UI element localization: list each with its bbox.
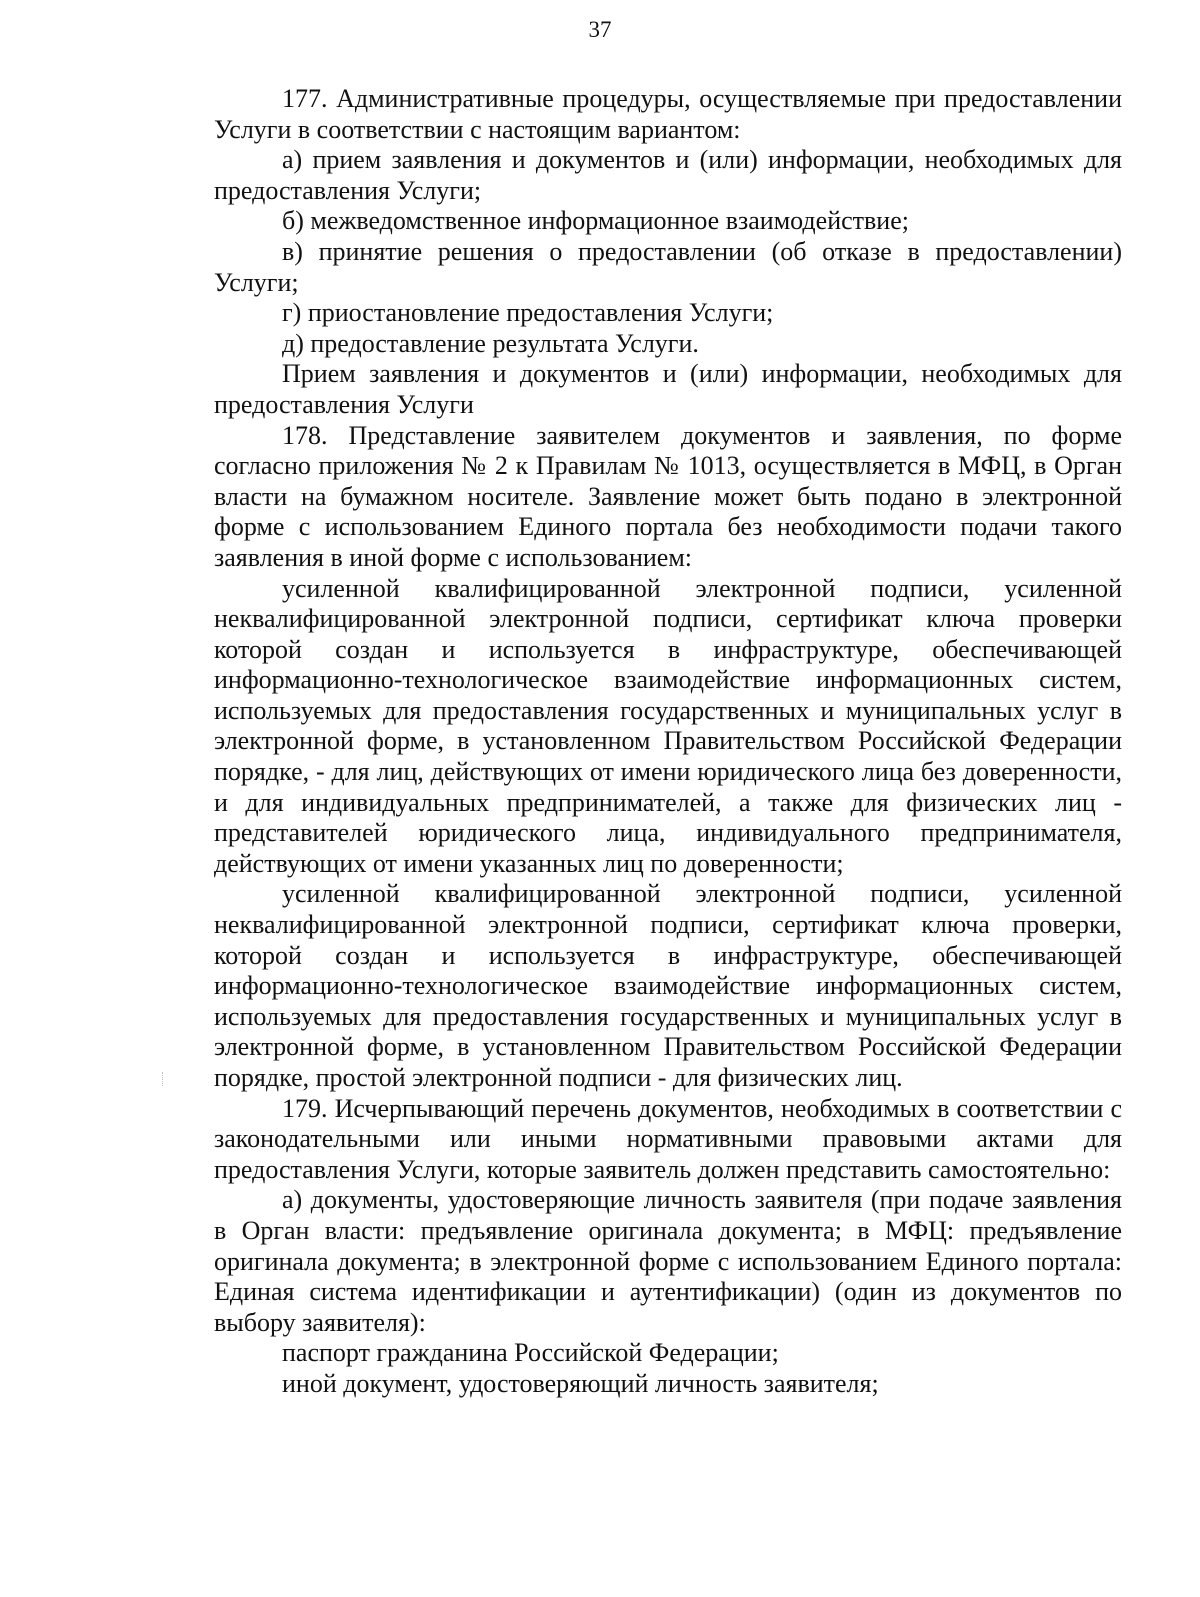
paragraph-179: 179. Исчерпывающий перечень документов, необходимых в соответствии с законодательными или иными нормативными правовыми актами для предоставления Услуги, которые заявитель должен представить самостоятельно: bbox=[214, 1093, 1122, 1184]
list-item-g: г) приостановление предоставления Услуги; bbox=[282, 298, 774, 328]
list-item-v: в) принятие решения о предоставлении (об отказе в предоставлении) Услуги; bbox=[214, 236, 1122, 297]
list-item-d: д) предоставление результата Услуги. bbox=[282, 328, 699, 358]
signature-option-2: усиленной квалифицированной электронной подписи, усиленной неквалифицированной электронной подписи, сертификат ключа проверки, которой создан и используется в инфраструктуре, обеспечивающей информационно-технологическое взаимодействие информационных систем, используемых для предоставления государственных и муниципальных услуг в электронной форме, в установленном Правительством Российской Федерации порядке, простой электронной подписи - для физических лиц. bbox=[214, 879, 1122, 1092]
page-number: 37 bbox=[588, 17, 612, 42]
section-heading: Прием заявления и документов и (или) информации, необходимых для предоставления Услуги bbox=[214, 359, 1122, 419]
list-item-a: а) прием заявления и документов и (или) информации, необходимых для предоставления Услуги; bbox=[214, 145, 1122, 205]
list-item-b: б) межведомственное информационное взаимодействие; bbox=[282, 206, 909, 236]
paragraph-178: 178. Представление заявителем документов и заявления, по форме согласно приложения № 2 к Правилам № 1013, осуществляется в МФЦ, в Орган власти на бумажном носителе. Заявление может быть подано в электронной форме с использованием Единого портала без необходимости подачи такого заявления в иной форме с использованием: bbox=[214, 420, 1122, 572]
signature-option-1: усиленной квалифицированной электронной подписи, усиленной неквалифицированной электронной подписи, сертификат ключа проверки которой создан и используется в инфраструктуре, обеспечивающей информационно-технологическое взаимодействие информационных систем, используемых для предоставления государственных и муниципальных услуг в электронной форме, в установленном Правительством Российской Федерации порядке, - для лиц, действующих от имени юридического лица без доверенности, и для индивидуальных предпринимателей, а также для физических лиц - представителей юридического лица, индивидуального предпринимателя, действующих от имени указанных лиц по доверенности; bbox=[214, 573, 1122, 878]
list-item-a-documents: а) документы, удостоверяющие личность заявителя (при подаче заявления в Орган власти: предъявление оригинала документа; в МФЦ: предъявление оригинала документа; в электронной форме с использованием Единого портала: Единая система идентификации и аутентификации) (один из документов по выбору заявителя): bbox=[214, 1185, 1122, 1337]
document-option-passport: паспорт гражданина Российской Федерации; bbox=[282, 1338, 779, 1368]
document-body bbox=[214, 84, 1122, 1400]
paragraph-177-intro: 177. Административные процедуры, осуществляемые при предоставлении Услуги в соответствии с настоящим вариантом: bbox=[214, 84, 1122, 144]
document-option-other: иной документ, удостоверяющий личность заявителя; bbox=[282, 1368, 879, 1398]
scan-margin-mark bbox=[162, 1072, 164, 1086]
